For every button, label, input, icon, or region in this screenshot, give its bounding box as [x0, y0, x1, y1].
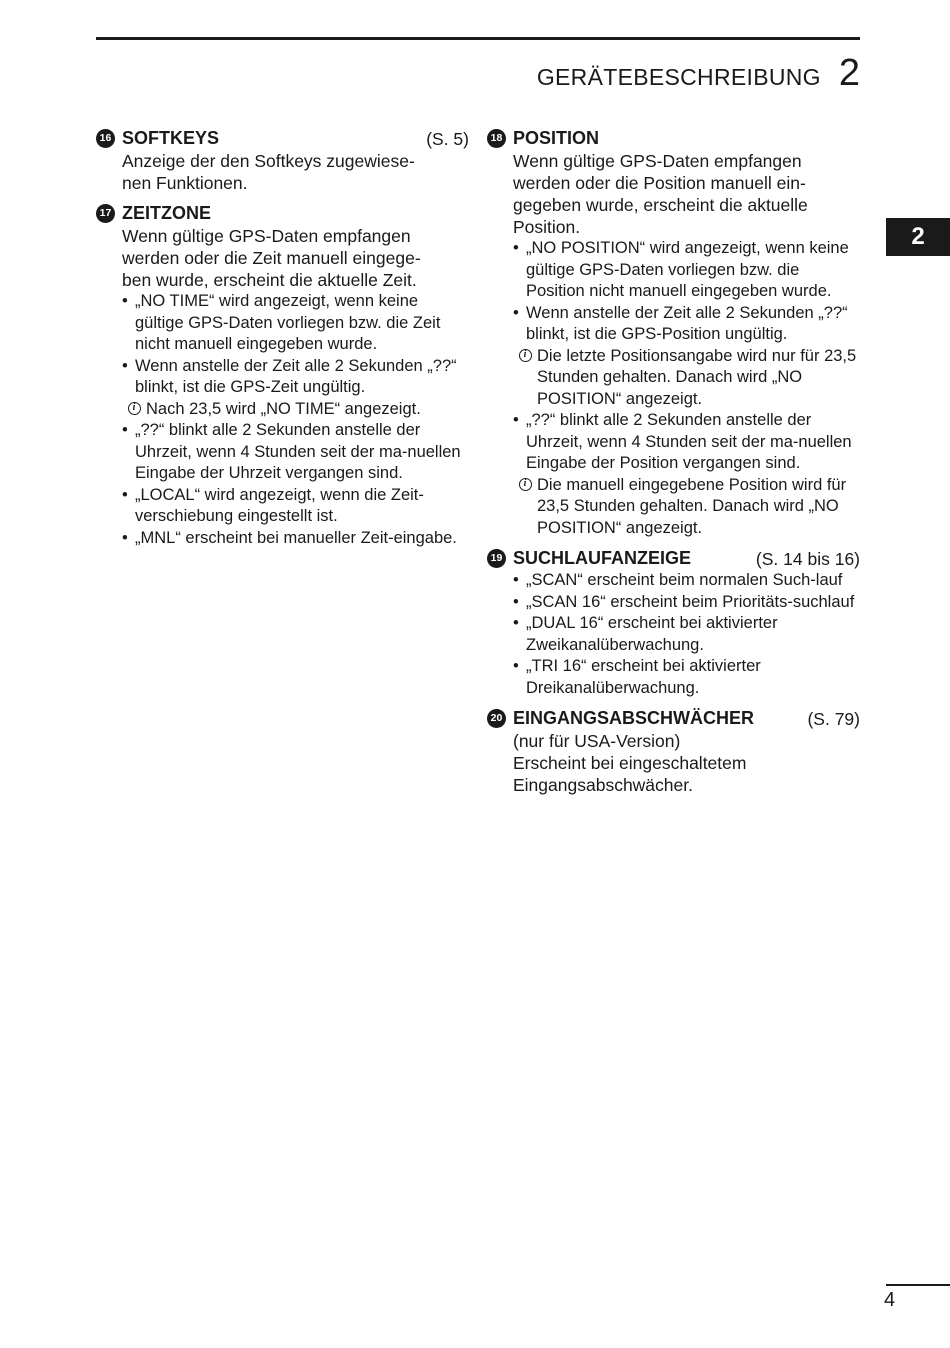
section-number-badge: 18 — [487, 129, 506, 148]
info-icon — [513, 475, 537, 540]
header-rule — [96, 37, 860, 40]
right-column — [487, 126, 860, 803]
item-text: „??“ blinkt alle 2 Sekunden anstelle der Uhrzeit, wenn 4 Stunden seit der ma-nuellen Eingabe der Position vergangen sind. — [526, 411, 852, 472]
item-text: Wenn anstelle der Zeit alle 2 Sekunden „??“ blinkt, ist die GPS-Position ungültig. — [526, 303, 848, 343]
section-body — [487, 150, 860, 238]
item-text: Die letzte Positionsangabe wird nur für 23,5 Stunden gehalten. Danach wird „NO POSITION“ angezeigt. — [537, 346, 857, 408]
note-item — [513, 475, 860, 540]
note-item — [122, 399, 469, 421]
section-number-badge: 16 — [96, 129, 115, 148]
section-eingangsabschwaecher — [487, 706, 860, 796]
footer-rule — [886, 1284, 950, 1286]
body-line: Position. — [513, 217, 581, 237]
section-heading — [487, 126, 860, 150]
section-zeitzone — [96, 201, 469, 549]
item-text: „TRI 16“ erscheint bei aktivierter Dreikanalüberwachung. — [526, 657, 761, 697]
bullet-marker: • — [122, 485, 128, 504]
section-number-badge: 17 — [96, 204, 115, 223]
body-line: Anzeige der den Softkeys zugewiese- — [122, 151, 415, 171]
item-text: Wenn anstelle der Zeit alle 2 Sekunden „??“ blinkt, ist die GPS-Zeit ungültig. — [135, 356, 457, 396]
page-number: 4 — [884, 1289, 896, 1311]
item-text: „NO POSITION“ wird angezeigt, wenn keine gültige GPS-Daten vorliegen bzw. die Position nicht manuell eingegeben wurde. — [526, 239, 849, 300]
bullet-marker: • — [513, 571, 519, 589]
bullet-item — [513, 303, 860, 346]
bullet-marker: • — [513, 592, 519, 611]
chapter-title: GERÄTEBESCHREIBUNG — [536, 64, 821, 90]
chapter-header — [537, 52, 860, 95]
bullet-item — [122, 356, 469, 399]
body-line: werden oder die Position manuell ein- — [513, 173, 806, 193]
bullet-item — [122, 420, 469, 485]
body-line: Eingangsabschwächer. — [513, 775, 693, 795]
section-body — [487, 730, 860, 796]
bullet-list — [487, 570, 860, 699]
section-heading — [487, 546, 860, 570]
info-icon-glyph: i — [128, 402, 141, 415]
item-text: Die manuell eingegebene Position wird für 23,5 Stunden gehalten. Danach wird „NO POSITION“ angezeigt. — [537, 475, 847, 537]
bullet-marker: • — [513, 657, 519, 675]
item-text: „NO TIME“ wird angezeigt, wenn keine gültige GPS-Daten vorliegen bzw. die Zeit nicht manuell eingegeben wurde. — [135, 292, 441, 353]
section-softkeys — [96, 126, 469, 194]
body-line: gegeben wurde, erscheint die aktuelle — [513, 195, 808, 215]
bullet-item — [122, 291, 469, 356]
bullet-marker: • — [122, 528, 128, 547]
bullet-marker: • — [513, 239, 519, 257]
section-title: SUCHLAUFANZEIGE — [513, 548, 692, 568]
body-line: Wenn gültige GPS-Daten empfangen — [513, 151, 802, 171]
bullet-item — [122, 485, 469, 528]
section-number-badge: 20 — [487, 709, 506, 728]
body-line: (nur für USA-Version) — [513, 731, 681, 751]
section-body — [96, 225, 469, 291]
section-title: SOFTKEYS — [122, 128, 220, 148]
body-line: nen Funktionen. — [122, 173, 248, 193]
section-title: ZEITZONE — [122, 203, 211, 223]
info-icon-glyph: i — [519, 478, 532, 491]
chapter-number: 2 — [838, 52, 860, 94]
body-line: werden oder die Zeit manuell eingege- — [122, 248, 421, 268]
body-line: Wenn gültige GPS-Daten empfangen — [122, 226, 411, 246]
section-title: POSITION — [513, 128, 600, 148]
body-line: Erscheint bei eingeschaltetem — [513, 753, 747, 773]
item-text: „??“ blinkt alle 2 Sekunden anstelle der Uhrzeit, wenn 4 Stunden seit der ma-nuellen Eingabe der Uhrzeit vergangen sind. — [135, 421, 461, 482]
section-title: EINGANGSABSCHWÄCHER — [513, 708, 755, 728]
bullet-marker: • — [122, 292, 128, 310]
item-text: „DUAL 16“ erscheint bei aktivierter Zweikanalüberwachung. — [526, 614, 778, 654]
page-reference: (S. 79) — [807, 709, 860, 729]
item-text: „LOCAL“ wird angezeigt, wenn die Zeit-verschiebung eingestellt ist. — [135, 485, 424, 525]
section-body — [96, 150, 469, 194]
bullet-marker: • — [513, 303, 519, 322]
section-number-badge: 19 — [487, 549, 506, 568]
item-text: „SCAN“ erscheint beim normalen Such-lauf — [526, 571, 843, 589]
item-text: Nach 23,5 wird „NO TIME“ angezeigt. — [146, 399, 421, 418]
info-icon-glyph: i — [519, 349, 532, 362]
section-suchlaufanzeige — [487, 546, 860, 699]
bullet-item — [513, 613, 860, 656]
page-reference: (S. 5) — [426, 129, 469, 149]
bullet-item — [513, 592, 860, 614]
body-line: ben wurde, erscheint die aktuelle Zeit. — [122, 270, 417, 290]
section-position — [487, 126, 860, 539]
bullet-list — [96, 291, 469, 549]
item-text: „MNL“ erscheint bei manueller Zeit-eingabe. — [135, 528, 457, 547]
section-heading — [487, 706, 860, 730]
bullet-item — [513, 410, 860, 475]
section-heading — [96, 201, 469, 225]
section-heading — [96, 126, 469, 150]
item-text: „SCAN 16“ erscheint beim Prioritäts-suchlauf — [526, 592, 855, 611]
bullet-marker: • — [122, 356, 128, 375]
bullet-item — [513, 570, 860, 592]
chapter-tab: 2 — [886, 218, 950, 256]
bullet-marker: • — [122, 421, 128, 439]
page-reference: (S. 14 bis 16) — [755, 549, 860, 569]
bullet-marker: • — [513, 411, 519, 429]
bullet-item — [513, 238, 860, 303]
bullet-item — [513, 656, 860, 699]
note-item — [513, 346, 860, 411]
bullet-list — [487, 238, 860, 539]
bullet-item — [122, 528, 469, 550]
bullet-marker: • — [513, 614, 519, 632]
info-icon — [513, 346, 537, 411]
left-column — [96, 126, 469, 556]
info-icon — [122, 399, 146, 421]
